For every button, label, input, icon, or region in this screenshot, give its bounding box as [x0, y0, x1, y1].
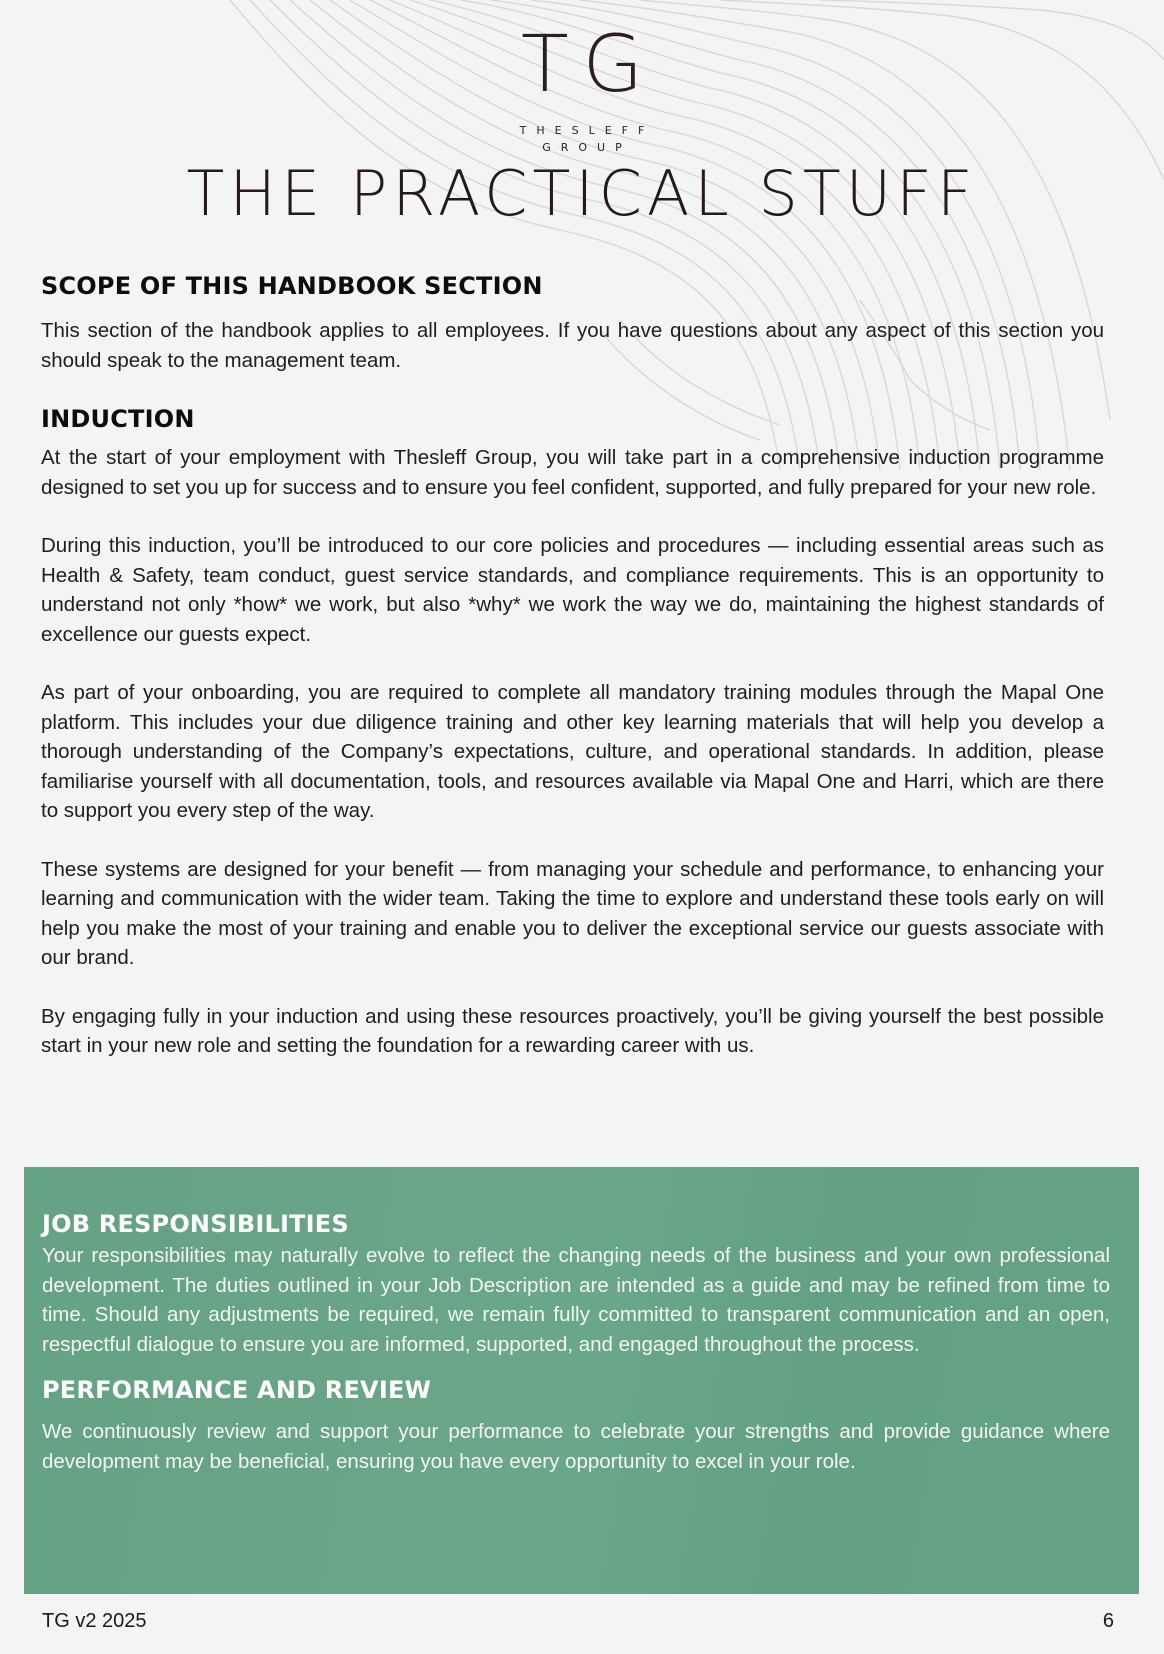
page-number: 6	[1102, 1610, 1114, 1632]
induction-heading: INDUCTION	[41, 405, 195, 433]
logo-monogram: TG	[520, 20, 658, 110]
induction-paragraph-2: During this induction, you’ll be introduced to our core policies and procedures — including essential areas such as Health & Safety, team conduct, guest service standards, and compliance requirements. This is an opportunity to understand not only *how* we work, but also *why* we work the way we do, maintaining the highest standards of excellence our guests expect.	[41, 534, 1104, 646]
job-responsibilities-heading: JOB RESPONSIBILITIES	[42, 1210, 349, 1238]
company-logo	[0, 20, 1164, 156]
highlight-panel	[24, 1167, 1139, 1594]
job-responsibilities-paragraph: Your responsibilities may naturally evolve to reflect the changing needs of the business and your own professional development. The duties outlined in your Job Description are intended as a guide and may be refined from time to time. Should any adjustments be required, we remain fully committed to transparent communication and an open, respectful dialogue to ensure you are informed, supported, and engaged throughout the process.	[42, 1244, 1110, 1356]
document-version: TG v2 2025	[42, 1610, 147, 1632]
performance-review-heading: PERFORMANCE AND REVIEW	[42, 1376, 432, 1404]
page-title: THE PRACTICAL STUFF	[186, 157, 978, 230]
induction-paragraph-5: By engaging fully in your induction and using these resources proactively, you’ll be giving yourself the best possible start in your new role and setting the foundation for a rewarding career with us.	[41, 1004, 1104, 1057]
scope-paragraph: This section of the handbook applies to all employees. If you have questions about any aspect of this section you should speak to the management team.	[41, 319, 1104, 372]
scope-heading: SCOPE OF THIS HANDBOOK SECTION	[41, 272, 543, 300]
induction-paragraph-1: At the start of your employment with Thesleff Group, you will take part in a comprehensive induction programme designed to set you up for success and to ensure you feel confident, supported, and fully prepared for your new role.	[41, 446, 1104, 499]
induction-paragraph-3: As part of your onboarding, you are required to complete all mandatory training modules through the Mapal One platform. This includes your due diligence training and other key learning materials that will help you develop a thorough understanding of the Company’s expectations, culture, and operational standards. In addition, please familiarise yourself with all documentation, tools, and resources available via Mapal One and Harri, which are there to support you every step of the way.	[41, 681, 1104, 822]
performance-review-paragraph: We continuously review and support your performance to celebrate your strengths and provide guidance where development may be beneficial, ensuring you have every opportunity to excel in your role.	[42, 1420, 1110, 1473]
logo-wordmark-line1: THESLEFF	[519, 124, 655, 137]
logo-wordmark-line2: GROUP	[542, 141, 632, 154]
induction-paragraph-4: These systems are designed for your benefit — from managing your schedule and performance, to enhancing your learning and communication with the wider team. Taking the time to explore and understand these tools early on will help you make the most of your training and enable you to deliver the exceptional service our guests associate with our brand.	[41, 857, 1104, 969]
main-content	[41, 268, 1104, 1061]
